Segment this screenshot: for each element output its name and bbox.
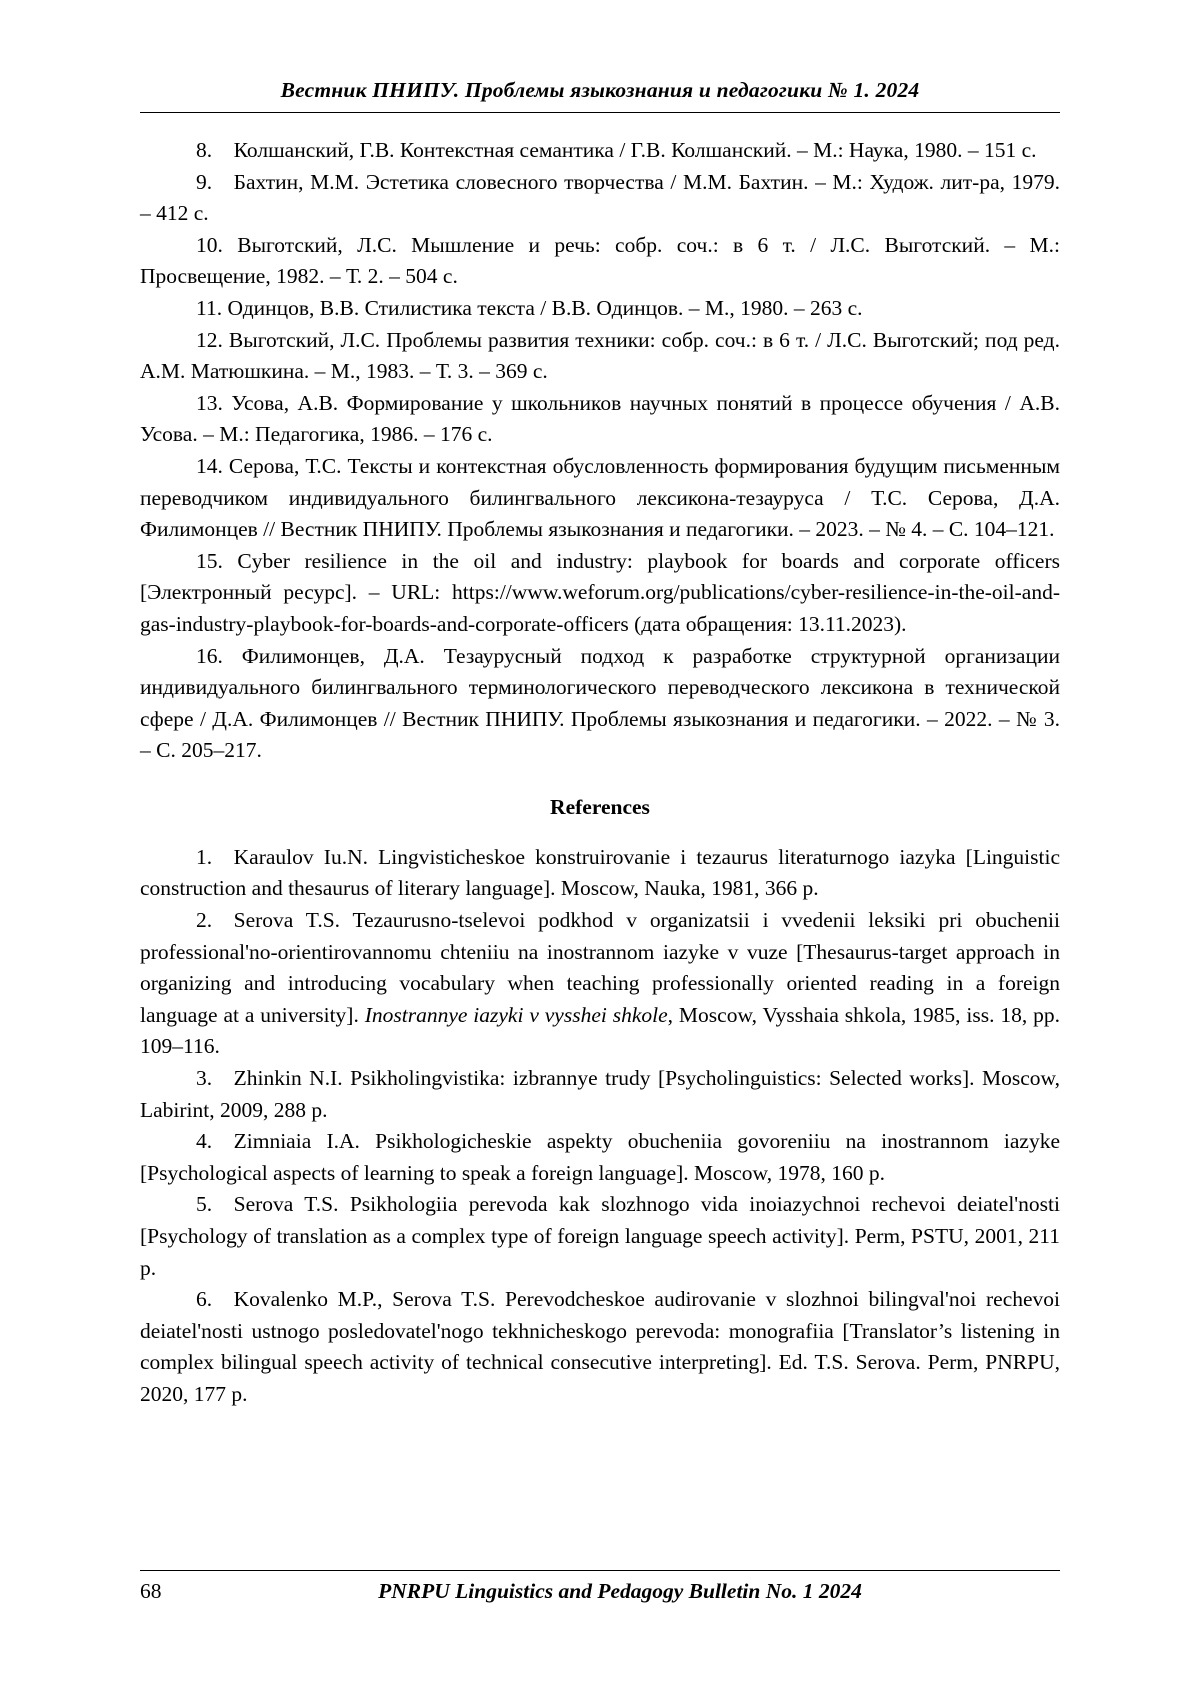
header-divider bbox=[140, 112, 1060, 113]
reference-tail: , Moscow, Vysshaia shkola, 1985, iss. 18, pp. 109–116. bbox=[140, 1002, 1061, 1059]
reference-text: 5. Serova T.S. Psikhologiia perevoda kak slozhnogo vida inoiazychnoi rechevoi deiatel'nosti [Psychology of translation as a complex type of foreign language speech activity]. Perm, PSTU, 2001, 211 p. bbox=[140, 1192, 1060, 1280]
list-item bbox=[140, 1126, 1060, 1189]
list-item bbox=[140, 842, 1060, 905]
page-footer bbox=[140, 1570, 1060, 1609]
reference-text: 3. Zhinkin N.I. Psikholingvistika: izbrannye trudy [Psycholinguistics: Selected works]. Moscow, Labirint, 2009, 288 p. bbox=[140, 1066, 1060, 1122]
list-item: 13. Усова, А.В. Формирование у школьников научных понятий в процессе обучения / А.В. Усова. – М.: Педагогика, 1986. – 176 с. bbox=[140, 390, 1060, 447]
list-item bbox=[140, 1063, 1060, 1126]
list-item bbox=[140, 905, 1060, 1063]
list-item: 11. Одинцов, В.В. Стилистика текста / В.В. Одинцов. – М., 1980. – 263 с. bbox=[196, 295, 863, 320]
footer-divider bbox=[140, 1570, 1060, 1571]
russian-bibliography-list bbox=[140, 135, 1060, 767]
reference-source-italic: Inostrannye iazyki v vysshei shkole bbox=[364, 1002, 668, 1027]
reference-text: 4. Zimniaia I.A. Psikhologicheskie aspekty obucheniia govoreniiu na inostrannom iazyke [Psychological aspects of learning to speak a foreign language]. Moscow, 1978, 160 p. bbox=[140, 1129, 1060, 1185]
reference-text: 2. Serova T.S. Tezaurusno-tselevoi podkhod v organizatsii i vvedenii leksiki pri obuchenii professional'no-orientirovannomu chteniiu na inostrannom iazyke v vuze [Thesaurus-target approach in organizing and introducing vocabulary when teaching professionally oriented reading in a foreign language at a university]. bbox=[140, 908, 1060, 1027]
list-item: 15. Cyber resilience in the oil and industry: playbook for boards and corporate officers [Электронный ресурс]. – URL: https://www.weforum.org/publications/cyber-resilience-in-the-oil-and-gas-industry-playbook-for-boards-and-corporate-officers (дата обращения: 13.11.2023). bbox=[140, 548, 1060, 636]
page-number: 68 bbox=[140, 1579, 162, 1603]
list-item: 14. Серова, Т.С. Тексты и контекстная обусловленность формирования будущим письменным переводчиком индивидуального билингвального лексикона-тезауруса / Т.С. Серова, Д.А. Филимонцев // Вестник ПНИПУ. Проблемы языкознания и педагогики. – 2023. – № 4. – С. 104–121. bbox=[140, 453, 1060, 542]
english-references-list bbox=[140, 842, 1060, 1411]
running-header: Вестник ПНИПУ. Проблемы языкознания и педагогики № 1. 2024 bbox=[280, 78, 920, 102]
list-item: 12. Выготский, Л.С. Проблемы развития техники: собр. соч.: в 6 т. / Л.С. Выготский; под ред. А.М. Матюшкина. – М., 1983. – Т. 3. – 369 с. bbox=[140, 327, 1060, 384]
list-item: 16. Филимонцев, Д.А. Тезаурусный подход к разработке структурной организации индивидуального билингвального терминологического переводческого лексикона в технической сфере / Д.А. Филимонцев // Вестник ПНИПУ. Проблемы языкознания и педагогики. – 2022. – № 3. – С. 205–217. bbox=[140, 643, 1060, 763]
list-item bbox=[140, 1189, 1060, 1284]
references-heading: References bbox=[550, 794, 650, 819]
list-item: 9. Бахтин, М.М. Эстетика словесного творчества / М.М. Бахтин. – М.: Худож. лит-ра, 1979. – 412 с. bbox=[140, 169, 1060, 226]
reference-text: 1. Karaulov Iu.N. Lingvisticheskoe konstruirovanie i tezaurus literaturnogo iazyka [Linguistic construction and thesaurus of literary language]. Moscow, Nauka, 1981, 366 p. bbox=[140, 844, 1060, 901]
list-item: 10. Выготский, Л.С. Мышление и речь: собр. соч.: в 6 т. / Л.С. Выготский. – М.: Просвещение, 1982. – Т. 2. – 504 с. bbox=[140, 232, 1060, 289]
page-content bbox=[140, 0, 1060, 1411]
footer-row bbox=[140, 1579, 1060, 1609]
list-item: 8. Колшанский, Г.В. Контекстная семантика / Г.В. Колшанский. – М.: Наука, 1980. – 151 с. bbox=[196, 138, 1037, 162]
list-item bbox=[140, 1284, 1060, 1410]
footer-journal-title: PNRPU Linguistics and Pedagogy Bulletin No. 1 2024 bbox=[378, 1579, 862, 1603]
reference-text: 6. Kovalenko M.P., Serova T.S. Perevodcheskoe audirovanie v slozhnoi bilingval'noi rechevoi deiatel'nosti ustnogo posledovatel'nogo tekhnicheskogo perevoda: monografiia [Translator’s listening in complex bilingual speech activity of technical consecutive interpreting]. Ed. T.S. Serova. Perm, PNRPU, 2020, 177 p. bbox=[140, 1287, 1060, 1406]
